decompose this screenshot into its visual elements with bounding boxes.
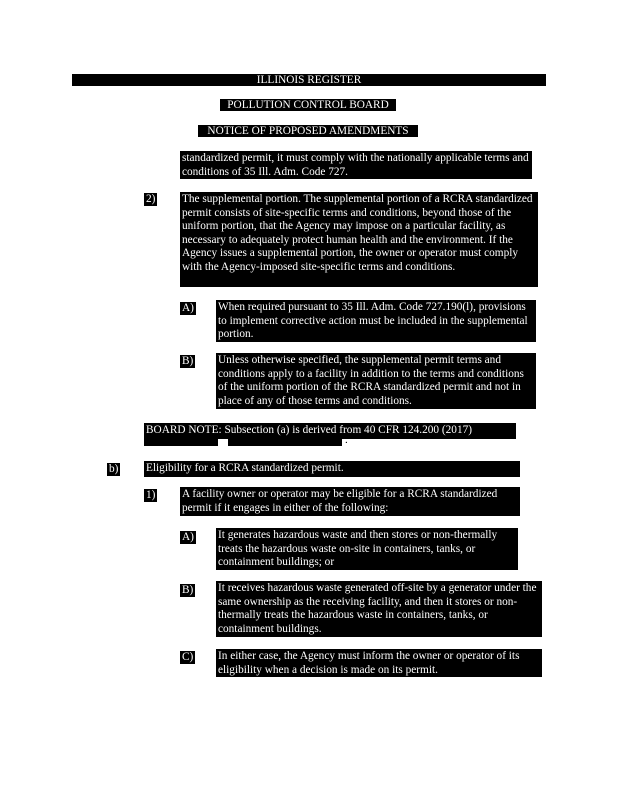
notice-header: NOTICE OF PROPOSED AMENDMENTS — [198, 125, 418, 137]
board-header: POLLUTION CONTROL BOARD — [220, 99, 396, 111]
item-2b-label: B) — [182, 355, 194, 367]
redacted-text-bar — [228, 439, 342, 446]
board-note-tail: . — [345, 434, 348, 446]
item-1c-paragraph: In either case, the Agency must inform the owner or operator of its eligibility when a decision is made on its permit. — [216, 649, 542, 677]
intro-paragraph: standardized permit, it must comply with the nationally applicable terms and conditions of 35 Ill. Adm. Code 727. — [180, 151, 532, 179]
item-1a-label: A) — [182, 531, 194, 543]
item-1-label: 1) — [146, 489, 156, 501]
item-2b-paragraph: Unless otherwise specified, the supplemental permit terms and conditions apply to a facility in addition to the terms and conditions of the uniform portion of the RCRA standardized permit and not in place of any of those terms and conditions. — [216, 353, 536, 409]
section-b-label: b) — [109, 463, 119, 475]
item-1a-paragraph: It generates hazardous waste and then stores or non-thermally treats the hazardous waste on-site in containers, tanks, or containment buildings; or — [216, 528, 518, 570]
board-note: BOARD NOTE: Subsection (a) is derived from 40 CFR 124.200 (2017) — [144, 423, 516, 439]
item-2a-paragraph: When required pursuant to 35 Ill. Adm. Code 727.190(l), provisions to implement corrective action must be included in the supplemental portion. — [216, 300, 536, 342]
item-1b-label: B) — [182, 584, 194, 596]
item-2a-label: A) — [182, 302, 194, 314]
redacted-text-bar — [144, 439, 218, 446]
register-header: ILLINOIS REGISTER — [72, 74, 546, 86]
item-1-paragraph: A facility owner or operator may be eligible for a RCRA standardized permit if it engages in either of the following: — [180, 487, 520, 516]
section-b-heading: Eligibility for a RCRA standardized permit. — [144, 461, 520, 477]
item-2-paragraph: The supplemental portion. The supplemental portion of a RCRA standardized permit consists of site-specific terms and conditions, beyond those of the uniform portion, that the Agency may impose on a particular facility, as necessary to adequately protect human health and the environment. If the Agency issues a supplemental portion, the owner or operator must comply with the Agency-imposed site-specific terms and conditions. — [180, 192, 538, 287]
item-1c-label: C) — [182, 651, 194, 663]
item-1b-paragraph: It receives hazardous waste generated off-site by a generator under the same ownership as the receiving facility, and then it stores or non-thermally treats the hazardous waste in containers, tanks, or containment buildings. — [216, 581, 542, 637]
item-2-label: 2) — [146, 193, 156, 205]
